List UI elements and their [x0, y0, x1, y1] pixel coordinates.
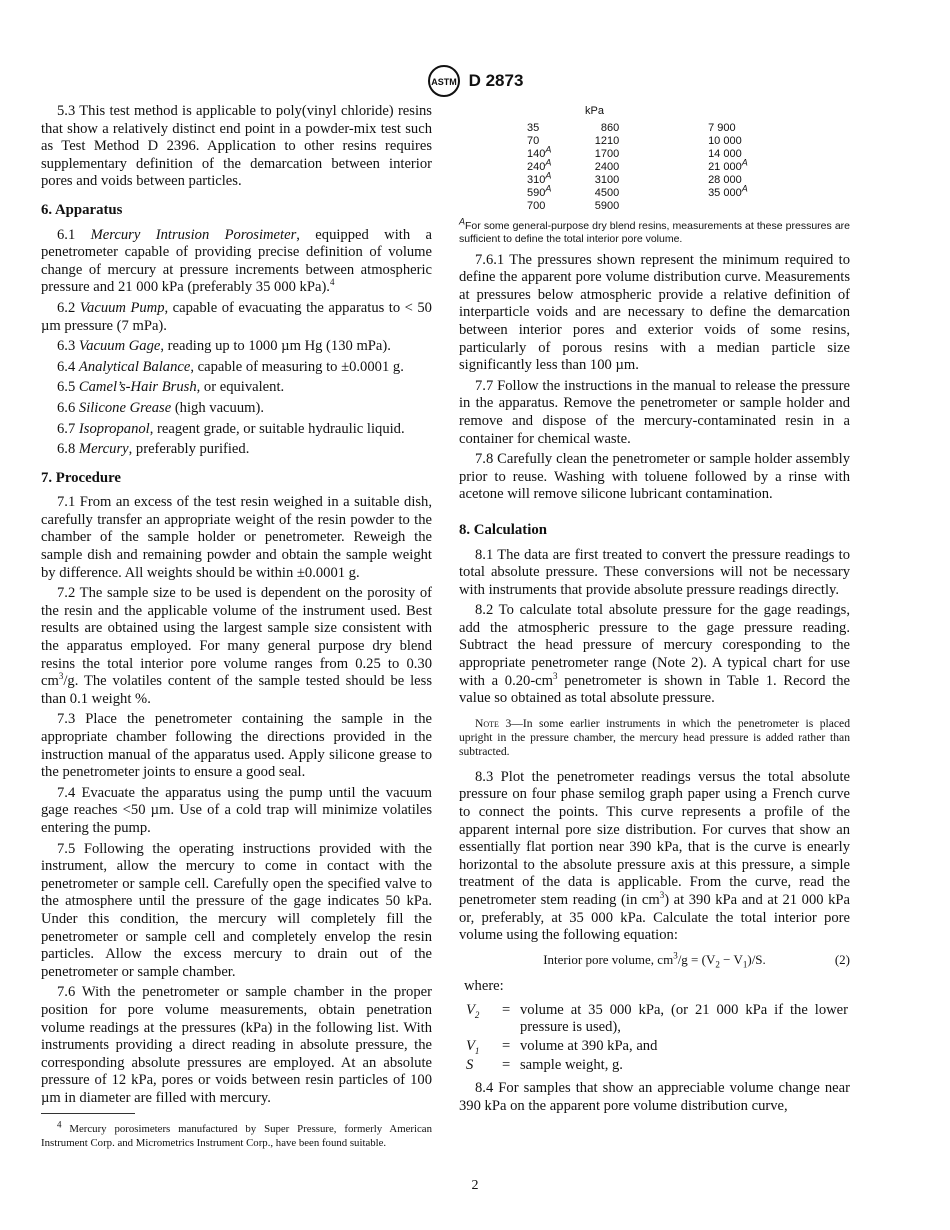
left-column [41, 103, 432, 1110]
para-7-2: 7.2 The sample size to be used is dependent on the porosity of the resin and the applicable volume of the instrument used. Best results are obtained using the largest sample size consistent with the apparatus employed. For many general purpose dry blend resins the total interior pore volume ranges from 0.25 to 0.30 $cm^3/g$. The volatiles content of the sample tested should be less than 0.1 weight %. [41, 585, 432, 707]
pressure-table-row: 35 860 7 900 [527, 121, 736, 134]
pressure-table-row: $310^A$ 3100 28 000 [527, 169, 742, 186]
para-8-3: 8.3 Plot the penetrometer readings versus the total absolute pressure on four phase semilog graph paper using a French curve to connect the points. This curve represents a profile of the apparent internal pore size distribution. For curves that show an essentially flat portion near 390 kPa, that is the curve is enearly horizontal to the absolute pressure axis at this pressure, a simple treatment of the data is applicable. From the curve, read the penetrometer stem reading (in $cm^3$) at 390 kPa and at 21 000 kPa or, preferably, at 35 000 kPa. Calculate the total interior pore volume using the following equation: [459, 768, 851, 944]
pressure-table [459, 122, 850, 213]
footnote-ref: 4 [329, 277, 335, 288]
para-7-6-1: 7.6.1 The pressures shown represent the minimum required to define the apparent pore volume distribution curve. Measurements at pressures below atmospheric provide a relative definition of interparticle voids and are necessary to define the demarcation between interior pores and exterior voids of some resins, particularly of porous resins with a median particle size significantly less than 100 µm. [459, 251, 850, 374]
para-7-4: 7.4 Evacuate the apparatus using the pump until the vacuum gage reaches <50 µm. Use of a cold trap will minimize volatiles entering the pump. [41, 784, 432, 836]
where-definitions [464, 1000, 850, 1076]
equation-number: (2) [834, 951, 850, 967]
para-6-3: 6.3 Vacuum Gage, reading up to 1000 µm Hg (130 mPa). [57, 338, 391, 355]
pressure-table-unit: kPa [585, 105, 604, 117]
para-7-3: 7.3 Place the penetrometer containing the sample in the appropriate chamber following the directions provided in the instruction manual of the apparatus used. Apply silicone grease to the penetrometer joints to ensure a good seal. [41, 711, 432, 781]
para-6-7: 6.7 Isopropanol, reagent grade, or suitable hydraulic liquid. [57, 420, 405, 437]
note-3: Note 3—In some earlier instruments in which the penetrometer is placed upright in the pressure chamber, the mercury head pressure is added rather than subtracted. [459, 716, 851, 758]
para-8-1: 8.1 The data are first treated to convert the pressure readings to total absolute pressure. These conversions will not be necessary with instruments that provide absolute pressure readings directly. [459, 546, 850, 598]
astm-logo-icon [427, 64, 461, 98]
para-6-8: 6.8 Mercury, preferably purified. [57, 441, 250, 458]
footnote: $^4$ Mercury porosimeters manufactured by Super Pressure, formerly American Instrument Corp. and Micrometrics Instrument Corp., have been found suitable. [41, 1119, 433, 1149]
where-label: where: [464, 978, 504, 995]
section-6-heading: 6. Apparatus [41, 201, 123, 218]
para-7-7: 7.7 Follow the instructions in the manual to release the pressure in the apparatus. Remove the penetrometer or sample holder and remove and dispose of the mercury-contaminated resin in a container for chemical waste. [459, 377, 850, 447]
para-6-4: 6.4 Analytical Balance, capable of measuring to ±0.0001 g. [57, 358, 404, 375]
pressure-table-row: $140^A$ 1700 14 000 [527, 143, 742, 160]
pressure-table-row: $240^A$ 2400 21 $000^A$ [527, 156, 748, 173]
svg-text:ASTM: ASTM [430, 77, 457, 87]
para-6-6: 6.6 Silicone Grease (high vacuum). [57, 399, 264, 416]
para-6-5: 6.5 Camel’s-Hair Brush, or equivalent. [57, 379, 285, 396]
section-7-heading: 7. Procedure [41, 469, 121, 486]
para-6-2: 6.2 Vacuum Pump, capable of evacuating the apparatus to < 50 µm pressure (7 mPa). [41, 299, 432, 334]
right-column [459, 103, 850, 1118]
pressure-table-row: 70 1210 10 000 [527, 134, 742, 147]
where-definition-row: S = sample weight, g. [466, 1056, 623, 1073]
equation-2: Interior pore volume, $cm^3/g = (V_2 - V_1)/S$. (2) [543, 950, 850, 970]
para-7-8: 7.8 Carefully clean the penetrometer or sample holder assembly prior to reuse. Washing with toluene followed by a rinse with acetone will remove silicone lubricant contamination. [459, 451, 850, 503]
pressure-table-note: $^A$For some general-purpose dry blend resins, measurements at these pressures are sufficient to define the total interior pore volume. [459, 216, 850, 245]
page-number: 2 [471, 1178, 479, 1193]
standard-designation: D 2873 [468, 71, 524, 90]
para-8-2: 8.2 To calculate total absolute pressure for the gage readings, add the atmospheric pressure to the gage pressure reading. Subtract the head pressure of mercury coresponding to the appropriate penetrometer range (Note 2). A typical chart for use with a $0.20-cm^3$ penetrometer is shown in Table 1. Record the value so obtained as total absolute pressure. [459, 602, 850, 707]
section-8-heading: 8. Calculation [459, 521, 547, 538]
para-8-4: 8.4 For samples that show an appreciable volume change near 390 kPa on the apparent pore volume distribution curve, [459, 1079, 850, 1114]
pressure-table-row: $590^A$ 4500 35 $000^A$ [527, 182, 748, 199]
where-definition-row: $V_2$ = volume at 35 000 kPa, (or 21 000 kPa if the lower pressure is used), [466, 1001, 848, 1035]
para-5-3: 5.3 This test method is applicable to poly(vinyl chloride) resins that show a relatively distinct end point in a powder-mix test such as Test Method D 2396. Application to other resins requires supplementary definition of the demarcation between interior pores and voids between particles. [41, 103, 432, 190]
footnote-divider [41, 1113, 135, 1114]
para-7-5: 7.5 Following the operating instructions provided with the instrument, allow the mercury to come in contact with the penetrometer or sample cell. Carefully open the specified valve to the atmosphere until the pressure of the gage indicates 50 kPa. Under this condition, the mercury will completely fill the penetrometer or sample cell and completely envelop the resin particles. Allow the excess mercury to drain out of the penetrometer or sample chamber. [41, 840, 432, 980]
where-definition-row: $V_1$ = volume at 390 kPa, and [466, 1037, 658, 1056]
para-7-6: 7.6 With the penetrometer or sample chamber in the proper position for pore volume measurements, obtain penetration volume readings at the pressures (kPa) in the following list. With instruments providing a direct reading in absolute pressure, the corresponding absolute pressures are employed. At an absolute pressure of 12 kPa, pores or voids between resin particles of 100 µm in diameter are filled with mercury. [41, 984, 432, 1106]
para-6-1: 6.1 Mercury Intrusion Porosimeter, equipped with a penetrometer capable of providing precise definition of volume change of mercury at pressure increments between atmospheric pressure and 21 000 kPa (preferably 35 000 kPa).$^4$ [41, 226, 432, 296]
pressure-table-row: 700 5900 [527, 199, 620, 212]
para-7-1: 7.1 From an excess of the test resin weighed in a suitable dish, carefully transfer an appropriate weight of the resin powder to the chamber of the sample holder or penetrometer. Reweigh the sample dish and remaining powder and obtain the sample weight by difference. All weights should be within ±0.0001 g. [41, 494, 432, 581]
page-header [0, 64, 950, 98]
